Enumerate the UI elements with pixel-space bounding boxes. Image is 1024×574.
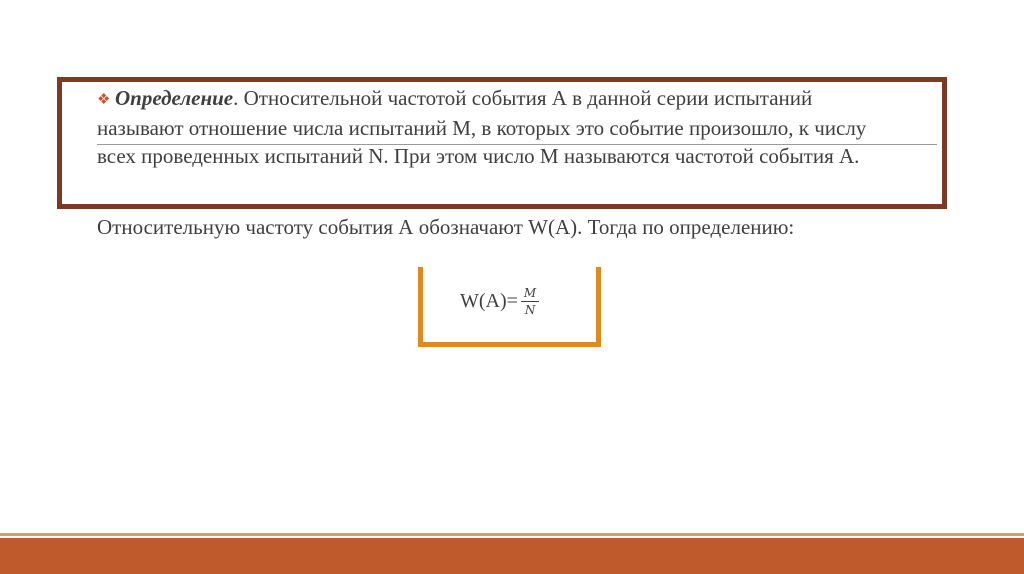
definition-text: . Относительной частотой события А в данной серии испытаний называют отношение числа испытаний М, в которых это событие произошло, к числу всех проведенных испытаний N. При этом число М называются частотой события А.	[97, 86, 867, 168]
fraction-numerator: M	[521, 286, 539, 302]
footer-bar	[0, 538, 1024, 574]
definition-term: Определение	[115, 86, 234, 110]
formula	[460, 276, 539, 326]
formula-lhs: W(A)=	[460, 289, 518, 312]
definition-paragraph	[97, 84, 897, 170]
footer-accent-line	[0, 533, 1024, 536]
diamond-bullet-icon: ❖	[97, 92, 111, 108]
fraction-denominator: N	[524, 302, 536, 317]
notation-paragraph: Относительную частоту события А обозначают W(A). Тогда по определению:	[97, 215, 795, 239]
formula-fraction	[521, 286, 539, 317]
